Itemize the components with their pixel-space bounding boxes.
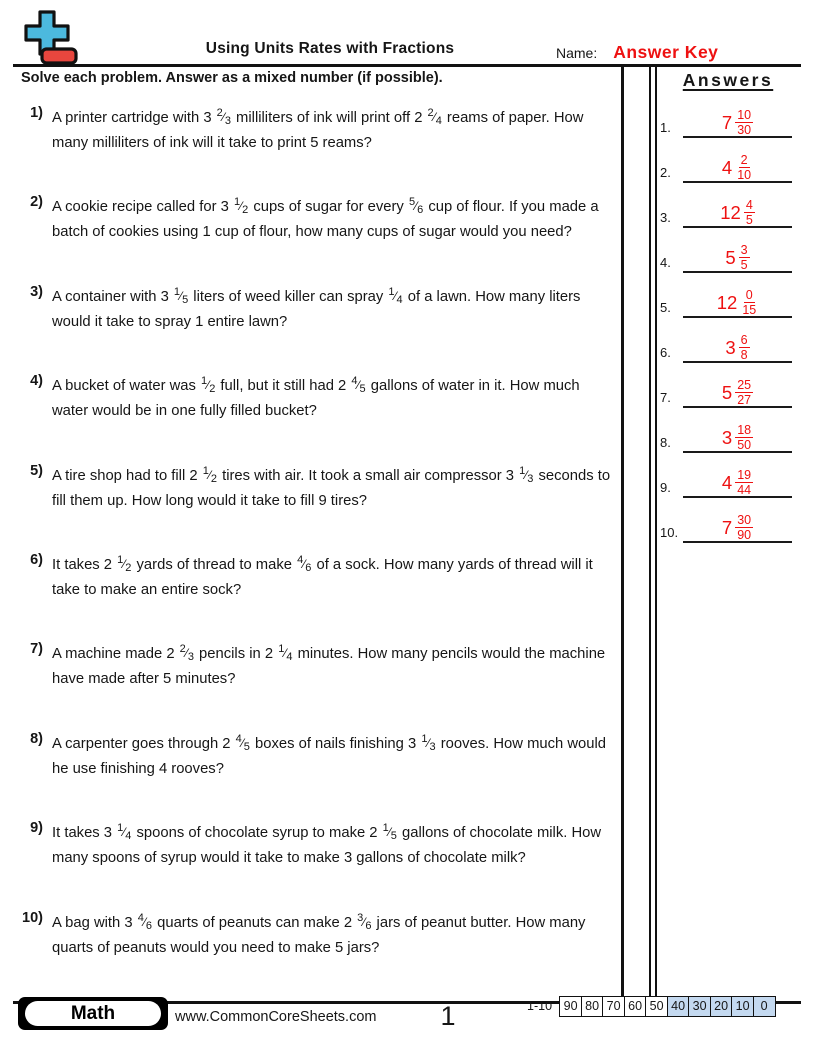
problem-text: It takes 2 $^1$⁄2 yards of thread to make $^4$⁄6 of a sock. How many yards of thread will it take to make an entire sock? xyxy=(52,553,593,598)
score-cell: 50 xyxy=(645,996,668,1017)
answer-row xyxy=(656,408,800,453)
header-divider-line xyxy=(13,64,801,67)
score-cell: 80 xyxy=(581,996,604,1017)
answer-fraction-denominator: 30 xyxy=(737,123,752,137)
problem-text: A bag with 3 $^4$⁄6 quarts of peanuts can make 2 $^3$⁄6 jars of peanut butter. How many quarts of peanuts would you need to make 5 jars? xyxy=(52,911,586,956)
problem-number: 9) xyxy=(30,820,43,837)
answer-fraction xyxy=(744,198,755,227)
answer-row xyxy=(656,228,800,273)
answer-whole-number: 12 xyxy=(720,201,741,223)
answer-key-label: Answer Key xyxy=(613,42,719,62)
problem-number: 5) xyxy=(30,462,43,479)
problem-text: A printer cartridge with 3 $^2$⁄3 milliliters of ink will print off 2 $^2$⁄4 reams of paper. How many milliliters of ink will it take to print 5 reams? xyxy=(52,107,584,151)
answer-fraction-numerator: 10 xyxy=(737,108,752,122)
inline-fraction: $^1$⁄5 xyxy=(382,822,397,843)
answer-fraction-numerator: 18 xyxy=(737,423,752,437)
answer-fraction xyxy=(735,153,753,182)
inline-fraction: $^1$⁄2 xyxy=(201,375,216,396)
answer-whole-number: 4 xyxy=(721,156,733,178)
answer-number: 9. xyxy=(660,480,671,495)
score-cell: 30 xyxy=(688,996,711,1017)
answer-row xyxy=(656,453,800,498)
problem-item xyxy=(22,549,614,638)
answer-value xyxy=(683,153,792,182)
problem-number: 1) xyxy=(30,105,43,121)
problem-text: A machine made 2 $^2$⁄3 pencils in 2 $^1$⁄4 minutes. How many pencils would the machine have made after 5 minutes? xyxy=(52,643,606,688)
problem-number: 4) xyxy=(30,373,43,390)
answer-fraction xyxy=(735,468,753,497)
answer-fraction-denominator: 50 xyxy=(737,438,752,452)
answer-number: 5. xyxy=(660,300,671,315)
inline-fraction: $^1$⁄4 xyxy=(278,643,293,664)
inline-fraction: $^2$⁄4 xyxy=(427,107,442,127)
answer-fraction-numerator: 3 xyxy=(740,243,748,257)
page-number: 1 xyxy=(440,1001,456,1031)
problem-number: 6) xyxy=(30,551,43,568)
answer-whole-number: 3 xyxy=(721,426,733,448)
problem-item xyxy=(22,817,614,906)
answer-value xyxy=(683,468,792,497)
answer-number: 2. xyxy=(660,165,671,180)
inline-fraction: $^3$⁄6 xyxy=(357,911,372,932)
answer-row xyxy=(656,363,800,408)
answer-row xyxy=(656,138,800,183)
answer-whole-number: 5 xyxy=(725,246,736,268)
answer-whole-number: 12 xyxy=(716,291,738,313)
problem-item xyxy=(22,191,614,280)
answer-fraction-numerator: 0 xyxy=(745,288,753,302)
problem-text: A bucket of water was $^1$⁄2 full, but it still had 2 $^4$⁄5 gallons of water in it. How much water would be in one fully filled bucket? xyxy=(52,375,580,420)
problem-item xyxy=(22,728,614,817)
answer-fraction xyxy=(735,513,753,542)
problem-text: A container with 3 $^1$⁄5 liters of weed killer can spray $^1$⁄4 of a lawn. How many liters would it take to spray 1 entire lawn? xyxy=(52,285,581,330)
answer-value xyxy=(683,243,792,272)
answer-whole-number: 3 xyxy=(725,336,736,358)
score-cell: 40 xyxy=(667,996,690,1017)
problem-text: A cookie recipe called for 3 $^1$⁄2 cups of sugar for every $^5$⁄6 cup of flour. If you made a batch of cookies using 1 cup of flour, how many cups of sugar would you need? xyxy=(52,196,599,241)
answer-value xyxy=(683,423,792,452)
score-cell: 0 xyxy=(753,996,776,1017)
answer-fraction xyxy=(735,378,753,407)
answer-value xyxy=(683,288,792,317)
answer-value xyxy=(683,513,792,542)
instructions-text: Solve each problem. Answer as a mixed number (if possible). xyxy=(21,70,443,86)
answers-panel-title: Answers xyxy=(682,70,774,90)
answer-value xyxy=(683,333,792,362)
problem-number: 7) xyxy=(30,641,43,658)
answer-fraction-numerator: 4 xyxy=(745,198,753,212)
inline-fraction: $^1$⁄2 xyxy=(233,196,249,217)
problem-item xyxy=(22,638,614,727)
score-table xyxy=(559,996,776,1017)
score-cell: 10 xyxy=(731,996,754,1017)
answer-number: 8. xyxy=(660,435,671,450)
inline-fraction: $^1$⁄4 xyxy=(388,285,403,306)
answer-value xyxy=(683,198,792,227)
answer-number: 6. xyxy=(660,345,671,360)
score-range-label: 1-10 xyxy=(527,999,553,1013)
answer-fraction-denominator: 44 xyxy=(737,483,752,497)
page-title: Using Units Rates with Fractions xyxy=(205,40,455,57)
problem-item xyxy=(22,370,614,459)
score-cell: 70 xyxy=(602,996,625,1017)
answer-fraction-denominator: 90 xyxy=(737,528,752,542)
plus-minus-icon xyxy=(19,7,79,69)
inline-fraction: $^1$⁄5 xyxy=(173,285,189,306)
answer-number: 4. xyxy=(660,255,671,270)
problem-text: A carpenter goes through 2 $^4$⁄5 boxes of nails finishing 3 $^1$⁄3 rooves. How much would he use finishing 4 rooves? xyxy=(52,732,607,777)
answer-row xyxy=(656,183,800,228)
problems-right-border xyxy=(621,66,624,1002)
math-badge-label: Math xyxy=(25,1001,161,1026)
answer-whole-number: 7 xyxy=(721,516,733,538)
answer-fraction xyxy=(735,423,753,452)
answer-fraction-denominator: 15 xyxy=(742,303,757,317)
answer-number: 3. xyxy=(660,210,671,225)
answer-fraction xyxy=(739,333,750,362)
answer-row xyxy=(656,498,800,543)
answer-value xyxy=(683,108,792,137)
inline-fraction: $^2$⁄3 xyxy=(179,643,194,664)
math-badge xyxy=(18,997,168,1030)
inline-fraction: $^1$⁄4 xyxy=(117,822,132,843)
answer-fraction-numerator: 6 xyxy=(740,333,748,347)
inline-fraction: $^4$⁄5 xyxy=(235,732,250,753)
problem-number: 10) xyxy=(22,909,43,926)
answer-fraction-numerator: 2 xyxy=(740,153,748,167)
inline-fraction: $^4$⁄5 xyxy=(351,375,366,396)
problem-text: A tire shop had to fill 2 $^1$⁄2 tires with air. It took a small air compressor 3 $^1$⁄3 seconds to fill them up. How long would it take to fill 9 tires? xyxy=(52,464,611,509)
answer-row xyxy=(656,318,800,363)
answer-whole-number: 5 xyxy=(721,381,733,403)
inline-fraction: $^1$⁄2 xyxy=(202,464,217,485)
inline-fraction: $^1$⁄3 xyxy=(519,464,534,485)
answer-fraction-numerator: 30 xyxy=(737,513,752,527)
score-cell: 20 xyxy=(710,996,733,1017)
answer-fraction-denominator: 27 xyxy=(737,393,752,407)
answer-fraction-numerator: 25 xyxy=(737,378,752,392)
problem-item xyxy=(22,102,614,191)
problem-number: 2) xyxy=(30,194,43,211)
answer-row xyxy=(656,273,800,318)
answer-number: 10. xyxy=(660,525,679,540)
answer-fraction xyxy=(735,108,753,137)
inline-fraction: $^4$⁄6 xyxy=(297,553,312,574)
problems-list xyxy=(22,102,614,996)
inline-fraction: $^1$⁄2 xyxy=(117,553,132,574)
answer-fraction-denominator: 5 xyxy=(745,213,753,227)
problem-number: 8) xyxy=(30,730,43,747)
answer-fraction xyxy=(740,288,758,317)
inline-fraction: $^4$⁄6 xyxy=(137,911,152,932)
inline-fraction: $^5$⁄6 xyxy=(408,196,424,217)
score-cell: 60 xyxy=(624,996,647,1017)
name-label: Name: xyxy=(556,45,598,61)
answer-value xyxy=(683,378,792,407)
answer-number: 1. xyxy=(660,120,671,135)
problem-item xyxy=(22,907,614,996)
answers-list xyxy=(656,93,800,543)
problem-item xyxy=(22,281,614,370)
name-row xyxy=(556,42,718,63)
problem-text: It takes 3 $^1$⁄4 spoons of chocolate syrup to make 2 $^1$⁄5 gallons of chocolate milk. How many spoons of syrup would it take to make 3 gallons of chocolate milk? xyxy=(52,822,602,867)
answer-whole-number: 7 xyxy=(721,111,733,133)
score-cell: 90 xyxy=(559,996,582,1017)
answer-number: 7. xyxy=(660,390,671,405)
answer-fraction xyxy=(739,243,750,272)
answer-fraction-denominator: 5 xyxy=(740,258,748,272)
answer-row xyxy=(656,93,800,138)
answer-fraction-denominator: 10 xyxy=(737,168,752,182)
answer-fraction-denominator: 8 xyxy=(740,348,748,362)
problem-item xyxy=(22,460,614,549)
inline-fraction: $^2$⁄3 xyxy=(216,107,231,127)
answer-fraction-numerator: 19 xyxy=(737,468,752,482)
answer-whole-number: 4 xyxy=(721,471,733,493)
score-strip xyxy=(527,995,776,1017)
problem-number: 3) xyxy=(30,283,43,300)
website-url: www.CommonCoreSheets.com xyxy=(175,1009,377,1025)
inline-fraction: $^1$⁄3 xyxy=(421,732,436,753)
